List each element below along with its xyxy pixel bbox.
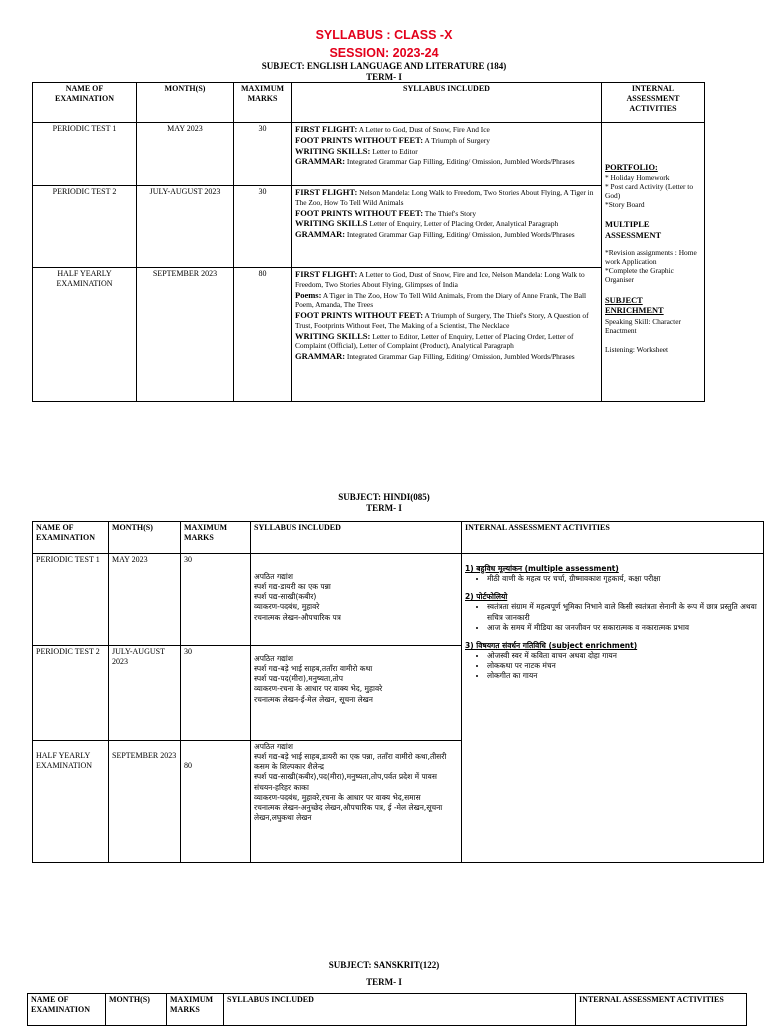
hindi-subject-heading: SUBJECT: HINDI(085) xyxy=(338,492,430,502)
syllabus-text: Integrated Grammar Gap Filling, Editing/ Omission, Jumbled Words/Phrases xyxy=(345,230,575,239)
exam-marks: 30 xyxy=(181,646,251,741)
ia-multiple-heading: MULTIPLE ASSESSMENT xyxy=(605,219,662,240)
syllabus-line: अपठित गद्यांश xyxy=(254,654,293,663)
syllabus-heading: Poems: xyxy=(295,289,322,300)
ia-item: *Complete the Graphic Organiser xyxy=(605,266,674,285)
col-header-syllabus: SYLLABUS INCLUDED xyxy=(224,994,576,1026)
syllabus-line: स्पर्श गद्य-बड़े भाई साहब,डायरी का एक पन्ना, तताँरा वामीरो कथा,तीसरी कसम के शिल्पकार शैलेन्द्र xyxy=(254,752,447,772)
syllabus-line: स्पर्श गद्य-बड़े भाई साहब,तताँरा वामीरो कथा xyxy=(254,664,373,674)
syllabus-text: The Thief's Story xyxy=(423,208,477,218)
ia-enrichment-heading: SUBJECT ENRICHMENT xyxy=(605,296,664,316)
ia-item: • आज के समय में मीडिया का जनजीवन पर सकारात्मक व नकारात्मक प्रभाव xyxy=(487,623,760,633)
syllabus-text: A Tiger in The Zoo, How To Tell Wild Animals, From the Diary of Anne Frank, The Ball Poem, Amanda, The Trees xyxy=(295,290,587,310)
syllabus-heading: GRAMMAR: xyxy=(295,156,346,167)
col-header-exam: NAME OF EXAMINATION xyxy=(28,994,106,1026)
syllabus-line: व्याकरण-पदबंध, मुहावरे,रचना के आधार पर वाक्य भेद,समास xyxy=(254,792,421,802)
syllabus-cell xyxy=(292,123,602,186)
english-term-heading: TERM- I xyxy=(366,72,402,82)
table-row xyxy=(33,554,764,646)
exam-month: SEPTEMBER 2023 xyxy=(137,268,234,402)
syllabus-text: Letter to Editor, Letter of Enquiry, Letter of Placing Order, Letter of Complaint (Official), Letter of Complaint (Product), Analytical Paragraph xyxy=(295,331,574,351)
syllabus-heading: FOOT PRINTS WITHOUT FEET: xyxy=(295,134,424,145)
ia-section-heading: 3) विषयगत संवर्धन गतिविधि (subject enrichment) xyxy=(465,640,638,650)
exam-name: HALF YEARLY EXAMINATION xyxy=(33,741,109,863)
syllabus-line: अपठित गद्यांश xyxy=(254,572,293,581)
syllabus-line: रचनात्मक लेखन-ई-मेल लेखन, सूचना लेखन xyxy=(254,694,373,704)
syllabus-line: अपठित गद्यांश xyxy=(254,742,293,751)
ia-cell xyxy=(462,554,764,863)
hindi-syllabus-table xyxy=(32,521,764,863)
syllabus-line: स्पर्श पद्य-साखी(कबीर),पद(मीरा),मनुष्यता,तोप,पर्वत प्रदेश में पावस xyxy=(254,772,437,782)
syllabus-heading: WRITING SKILLS: xyxy=(295,145,371,156)
table-header-row xyxy=(33,83,705,123)
syllabus-cell xyxy=(251,554,462,646)
syllabus-heading: GRAMMAR: xyxy=(295,351,346,361)
syllabus-text: A Letter to God, Dust of Snow, Fire And Ice xyxy=(357,125,490,134)
syllabus-line: स्पर्श गद्य-डायरी का एक पन्ना xyxy=(254,582,331,592)
syllabus-line: व्याकरण-रचना के आधार पर वाक्य भेद, मुहावरे xyxy=(254,684,383,694)
syllabus-heading: FOOT PRINTS WITHOUT FEET: xyxy=(295,310,424,320)
syllabus-heading: WRITING SKILLS xyxy=(295,218,368,229)
col-header-marks: MAXIMUM MARKS xyxy=(181,522,251,554)
ia-cell xyxy=(602,123,705,402)
syllabus-heading: FIRST FLIGHT: xyxy=(295,269,358,279)
exam-marks: 30 xyxy=(234,186,292,268)
col-header-syllabus: SYLLABUS INCLUDED xyxy=(251,522,462,554)
exam-name: PERIODIC TEST 1 xyxy=(33,554,109,646)
exam-marks: 30 xyxy=(234,123,292,186)
exam-name: PERIODIC TEST 1 xyxy=(33,123,137,186)
exam-name: PERIODIC TEST 2 xyxy=(33,186,137,268)
col-header-month: MONTH(S) xyxy=(106,994,167,1026)
ia-item: *Story Board xyxy=(605,200,645,210)
syllabus-line: रचनात्मक लेखन-अनुच्छेद लेखन,औपचारिक पत्र, ई -मेल लेखन,सूचना लेखन,लघुकथा लेखन xyxy=(254,802,443,822)
exam-name: PERIODIC TEST 2 xyxy=(33,646,109,741)
english-syllabus-table xyxy=(32,82,705,402)
col-header-ia: INTERNAL ASSESSMENT ACTIVITIES xyxy=(576,994,747,1026)
session-title: SESSION: 2023-24 xyxy=(329,46,439,60)
syllabus-cell xyxy=(292,268,602,402)
syllabus-heading: FIRST FLIGHT: xyxy=(295,124,358,134)
table-row xyxy=(33,123,705,186)
ia-item: Listening: Worksheet xyxy=(605,344,669,354)
col-header-ia: INTERNAL ASSESSMENT ACTIVITIES xyxy=(602,83,705,123)
exam-month: SEPTEMBER 2023 xyxy=(109,741,181,863)
syllabus-text: Integrated Grammar Gap Filling, Editing/ Omission, Jumbled Words/Phrases xyxy=(345,157,575,167)
syllabus-heading: GRAMMAR: xyxy=(295,229,346,239)
col-header-month: MONTH(S) xyxy=(109,522,181,554)
exam-marks: 80 xyxy=(234,268,292,402)
ia-item: • मीठी वाणी के महत्व पर चर्चा, ग्रीष्मावकाश गृहकार्य, कक्षा परीक्षा xyxy=(487,574,760,584)
syllabus-title: SYLLABUS : CLASS -X xyxy=(315,28,453,42)
syllabus-heading: FIRST FLIGHT: xyxy=(295,187,358,197)
syllabus-cell xyxy=(251,741,462,863)
syllabus-text: Letter to Editor xyxy=(370,146,418,156)
syllabus-text: Nelson Mandela: Long Walk to Freedom, Two Stories About Flying, A Tiger in The Zoo, How To Tell Wild Animals xyxy=(295,188,594,207)
ia-item: * Holiday Homework xyxy=(605,173,670,183)
syllabus-cell xyxy=(292,186,602,268)
col-header-marks: MAXIMUM MARKS xyxy=(167,994,224,1026)
exam-name: HALF YEARLY EXAMINATION xyxy=(33,268,137,402)
syllabus-heading: FOOT PRINTS WITHOUT FEET: xyxy=(295,207,424,218)
syllabus-text: Letter of Enquiry, Letter of Placing Order, Analytical Paragraph xyxy=(367,219,559,229)
table-header-row xyxy=(33,522,764,554)
syllabus-line: स्पर्श पद्य-पद(मीरा),मनुष्यता,तोप xyxy=(254,674,344,684)
ia-item: • लोककथा पर नाटक मंचन xyxy=(487,661,760,671)
sanskrit-subject-heading: SUBJECT: SANSKRIT(122) xyxy=(328,960,440,970)
ia-section-heading: 2) पोर्टफोलियो xyxy=(465,592,508,602)
syllabus-line: संचयन-हरिहर काका xyxy=(254,782,309,792)
syllabus-line: व्याकरण-पदबंध, मुहावरे xyxy=(254,602,320,612)
ia-section-heading: 1) बहुविध मूल्यांकन (multiple assessment) xyxy=(465,564,619,573)
col-header-exam: NAME OF EXAMINATION xyxy=(33,522,109,554)
exam-month: JULY-AUGUST 2023 xyxy=(137,186,234,268)
syllabus-line: स्पर्श पद्य-साखी(कबीर) xyxy=(254,592,317,602)
ia-item: • ओजस्वी स्वर में कविता वाचन अथवा दोहा गायन xyxy=(487,651,760,661)
hindi-term-heading: TERM- I xyxy=(366,503,402,513)
ia-item: • स्वतंत्रता संग्राम में महत्वपूर्ण भूमिका निभाने वाले किसी स्वतंत्रता सेनानी के रूप में छात्र प्रस्तुति अथवा सचित्र जानकारी xyxy=(487,602,760,622)
col-header-syllabus: SYLLABUS INCLUDED xyxy=(292,83,602,123)
ia-item: Speaking Skill: Character Enactment xyxy=(605,316,681,335)
sanskrit-term-heading: TERM- I xyxy=(366,977,402,987)
col-header-marks: MAXIMUM MARKS xyxy=(234,83,292,123)
syllabus-cell xyxy=(251,646,462,741)
ia-item: * Post card Activity (Letter to God) xyxy=(605,182,694,201)
syllabus-text: Integrated Grammar Gap Filling, Editing/ Omission, Jumbled Words/Phrases xyxy=(345,352,575,361)
exam-month: MAY 2023 xyxy=(137,123,234,186)
exam-marks: 80 xyxy=(181,741,251,863)
ia-portfolio-heading: PORTFOLIO: xyxy=(605,163,658,172)
syllabus-text: A Triumph of Surgery xyxy=(423,135,490,145)
col-header-exam: NAME OF EXAMINATION xyxy=(33,83,137,123)
syllabus-text: A Triumph of Surgery, The Thief's Story, A Question of Trust, Footprints Without Feet, The Making of a Scientist, The Necklace xyxy=(295,311,589,330)
syllabus-line: रचनात्मक लेखन-औपचारिक पत्र xyxy=(254,612,341,622)
exam-month: MAY 2023 xyxy=(109,554,181,646)
ia-item: • लोकगीत का गायन xyxy=(487,671,760,681)
exam-marks: 30 xyxy=(181,554,251,646)
syllabus-heading: WRITING SKILLS: xyxy=(295,330,371,341)
table-header-row xyxy=(28,994,747,1026)
syllabus-text: A Letter to God, Dust of Snow, Fire and Ice, Nelson Mandela: Long Walk to Freedom, Two Stories About Flying, Glimpses of India xyxy=(295,270,585,289)
col-header-month: MONTH(S) xyxy=(137,83,234,123)
english-subject-heading: SUBJECT: ENGLISH LANGUAGE AND LITERATURE (184) xyxy=(261,61,507,71)
col-header-ia: INTERNAL ASSESSMENT ACTIVITIES xyxy=(462,522,764,554)
sanskrit-syllabus-table xyxy=(27,993,747,1026)
ia-item: *Revision assignments : Home work Application xyxy=(605,248,697,267)
exam-month: JULY-AUGUST 2023 xyxy=(109,646,181,741)
